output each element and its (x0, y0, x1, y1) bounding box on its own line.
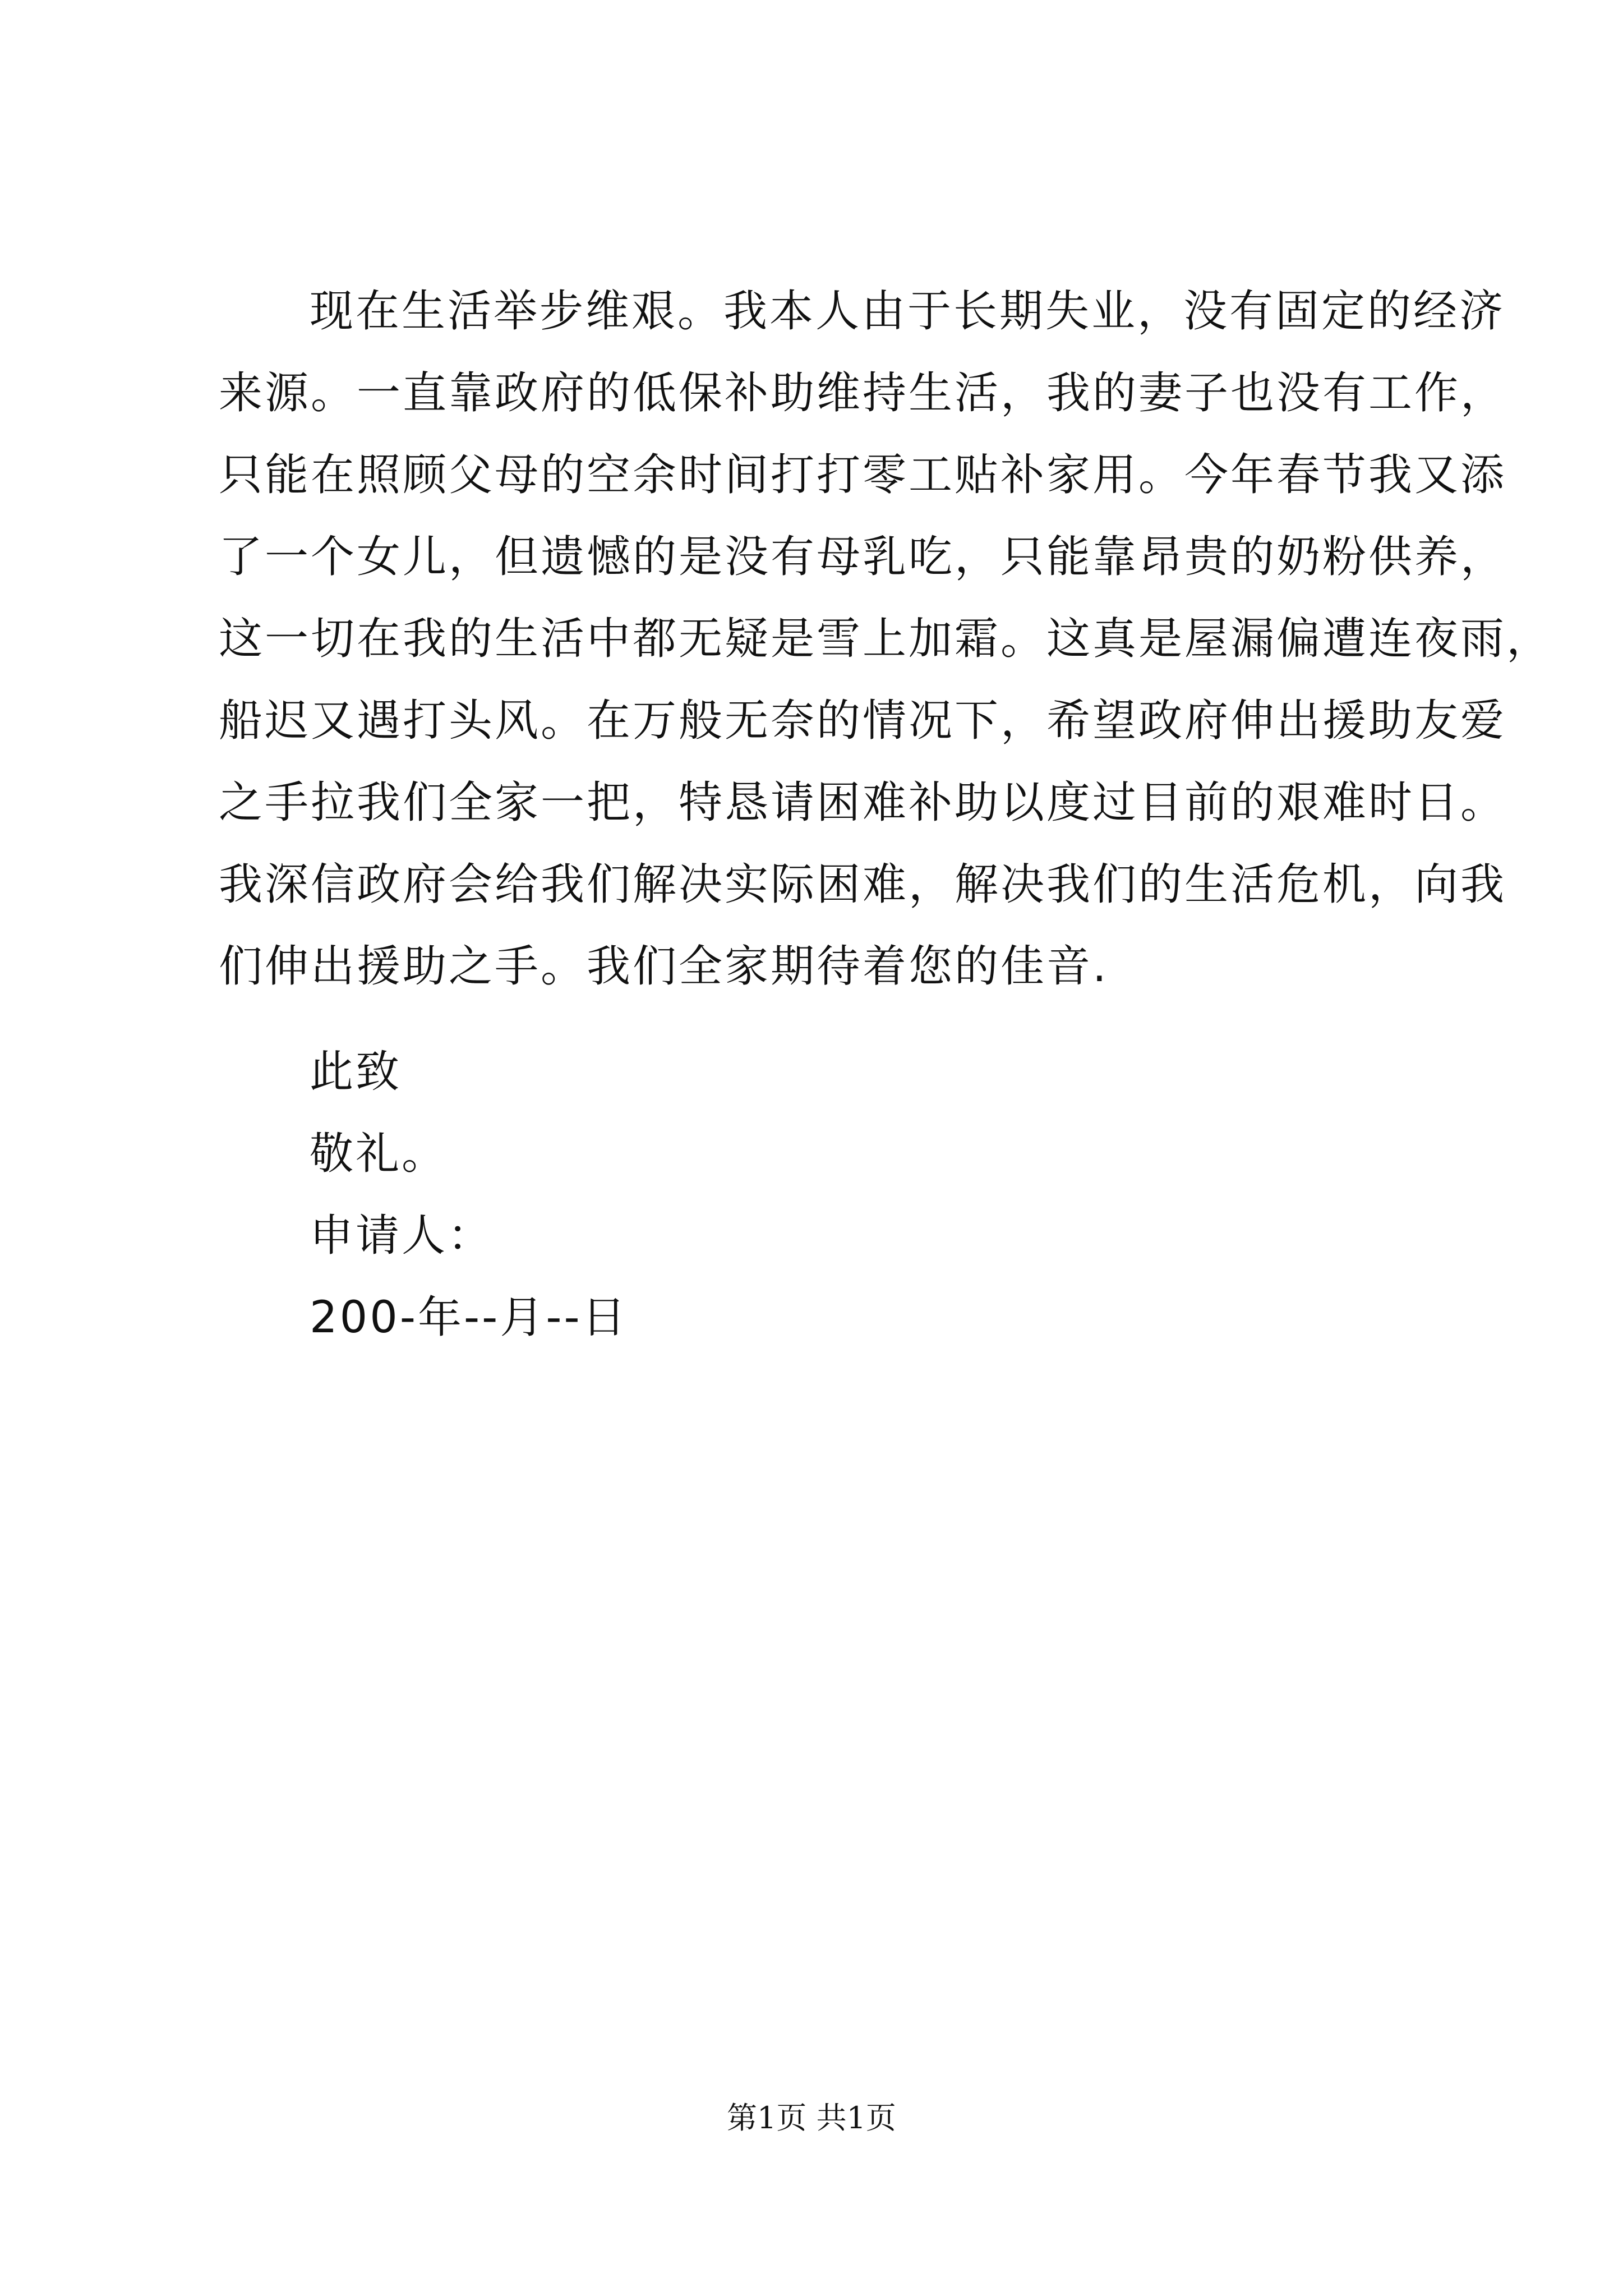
body-line: 我深信政府会给我们解决实际困难，解决我们的生活危机，向我 (219, 859, 1507, 910)
body-line: 这一切在我的生活中都无疑是雪上加霜。这真是屋漏偏遭连夜雨， (219, 614, 1553, 664)
body-line: 来源。一直靠政府的低保补助维持生活，我的妻子也没有工作， (219, 368, 1507, 418)
body-line: 船迟又遇打头风。在万般无奈的情况下，希望政府伸出援助友爱 (219, 696, 1507, 746)
body-line: 只能在照顾父母的空余时间打打零工贴补家用。今年春节我又添 (219, 450, 1507, 500)
date-line: 200-年--月--日 (310, 1292, 628, 1343)
applicant-label: 申请人： (310, 1211, 494, 1261)
letter-body (219, 270, 1553, 1007)
body-line: 现在生活举步维艰。我本人由于长期失业，没有固定的经济 (310, 286, 1506, 337)
body-line: 了一个女儿，但遗憾的是没有母乳吃，只能靠昂贵的奶粉供养， (219, 532, 1507, 582)
body-line: 之手拉我们全家一把，特恳请困难补助以度过目前的艰难时日。 (219, 777, 1507, 828)
body-line: 们伸出援助之手。我们全家期待着您的佳音. (219, 941, 1109, 992)
letter-closing (310, 1031, 628, 1359)
regards: 敬礼。 (310, 1129, 448, 1179)
page-footer: 第1页 共1页 (727, 2100, 896, 2136)
salutation: 此致 (310, 1047, 402, 1097)
